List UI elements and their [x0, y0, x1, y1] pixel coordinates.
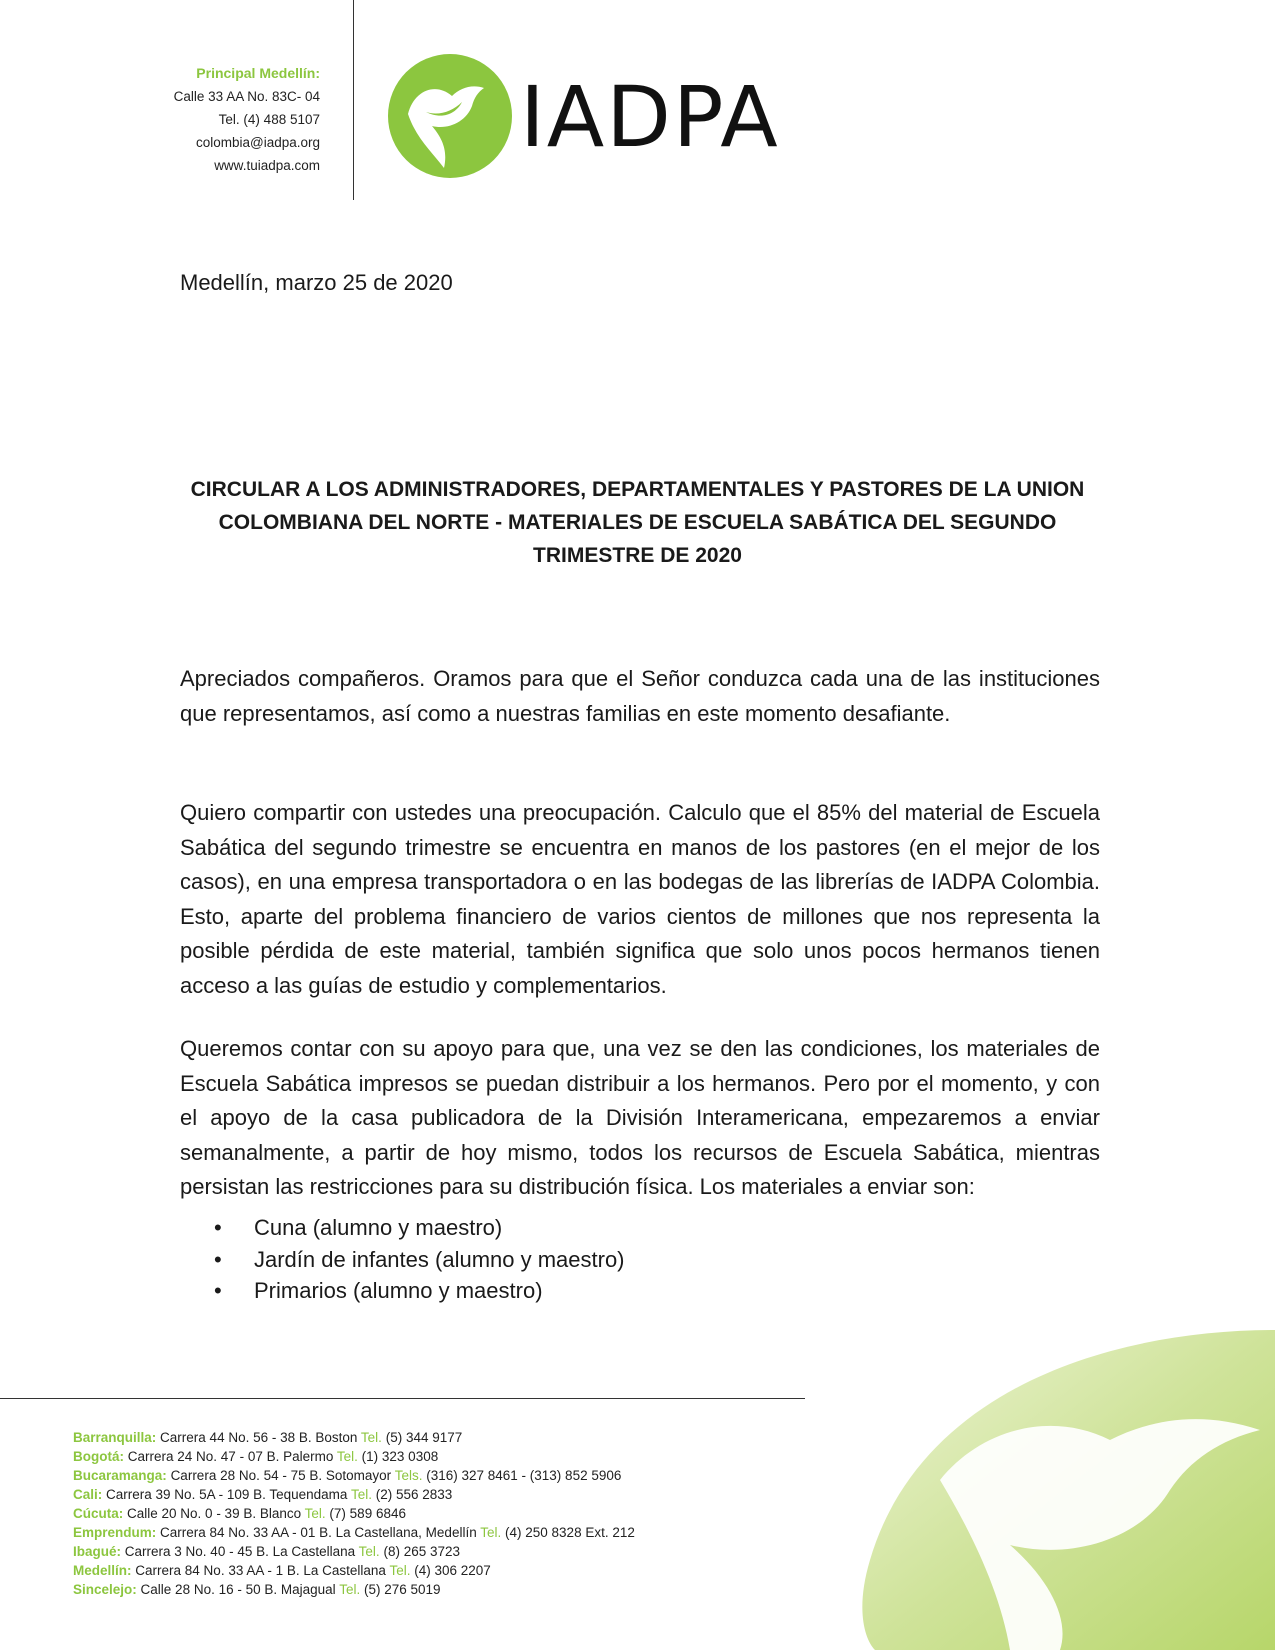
office-line: Cali: Carrera 39 No. 5A - 109 B. Tequendama Tel. (2) 556 2833	[73, 1487, 453, 1502]
hq-email: colombia@iadpa.org	[195, 135, 320, 150]
letter-date: Medellín, marzo 25 de 2020	[180, 270, 453, 295]
office-line: Sincelejo: Calle 28 No. 16 - 50 B. Majagual Tel. (5) 276 5019	[73, 1582, 441, 1597]
office-line: Ibagué: Carrera 3 No. 40 - 45 B. La Castellana Tel. (8) 265 3723	[73, 1544, 461, 1559]
paragraph-concern: Quiero compartir con ustedes una preocupación. Calculo que el 85% del material de Escuela Sabática del segundo trimestre se encuentra en manos de los pastores (en el mejor de los casos), en una empresa transportadora o en las bodegas de las librerías de IADPA Colombia. Esto, aparte del problema financiero de varios cientos de millones que nos representa la posible pérdida de este material, también significa que solo unos pocos hermanos tienen acceso a las guías de estudio y complementarios.	[180, 800, 1100, 998]
office-line: Emprendum: Carrera 84 No. 33 AA - 01 B. La Castellana, Medellín Tel. (4) 250 8328 Ext. 212	[73, 1525, 635, 1540]
list-item: • Cuna (alumno y maestro)	[210, 1212, 625, 1244]
header-contact	[140, 62, 320, 177]
hq-address: Calle 33 AA No. 83C- 04	[173, 89, 320, 104]
footer-divider	[0, 1398, 805, 1399]
hq-label: Principal Medellín:	[196, 65, 320, 81]
hq-phone: Tel. (4) 488 5107	[218, 112, 320, 127]
letter-subject: CIRCULAR A LOS ADMINISTRADORES, DEPARTAMENTALES Y PASTORES DE LA UNION COLOMBIANA DEL NORTE - MATERIALES DE ESCUELA SABÁTICA DEL SEGUNDO TRIMESTRE DE 2020	[190, 478, 1085, 567]
logo-wordmark: IADPA	[520, 68, 780, 166]
office-line: Bucaramanga: Carrera 28 No. 54 - 75 B. Sotomayor Tels. (316) 327 8461 - (313) 852 5906	[73, 1468, 622, 1483]
hq-website: www.tuiadpa.com	[214, 158, 320, 173]
office-line: Medellín: Carrera 84 No. 33 AA - 1 B. La Castellana Tel. (4) 306 2207	[73, 1563, 491, 1578]
paragraph-request: Queremos contar con su apoyo para que, una vez se den las condiciones, los materiales de Escuela Sabática impresos se puedan distribuir a los hermanos. Pero por el momento, y con el apoyo de la casa publicadora de la División Interamericana, empezaremos a enviar semanalmente, a partir de hoy mismo, todos los recursos de Escuela Sabática, mientras persistan las restricciones para su distribución física. Los materiales a enviar son:	[180, 1036, 1100, 1199]
office-line: Bogotá: Carrera 24 No. 47 - 07 B. Palermo Tel. (1) 323 0308	[73, 1449, 439, 1464]
header-divider	[353, 0, 354, 200]
materials-list	[210, 1212, 625, 1307]
list-item: • Jardín de infantes (alumno y maestro)	[210, 1244, 625, 1276]
list-item: • Primarios (alumno y maestro)	[210, 1275, 625, 1307]
decorative-dove-swoosh-icon	[860, 1330, 1275, 1650]
footer-offices	[73, 1428, 635, 1599]
iadpa-dove-logo-icon	[386, 52, 514, 180]
paragraph-greeting: Apreciados compañeros. Oramos para que el Señor conduzca cada una de las instituciones que representamos, así como a nuestras familias en este momento desafiante.	[180, 666, 1100, 726]
office-line: Barranquilla: Carrera 44 No. 56 - 38 B. Boston Tel. (5) 344 9177	[73, 1430, 463, 1445]
office-line: Cúcuta: Calle 20 No. 0 - 39 B. Blanco Tel. (7) 589 6846	[73, 1506, 406, 1521]
